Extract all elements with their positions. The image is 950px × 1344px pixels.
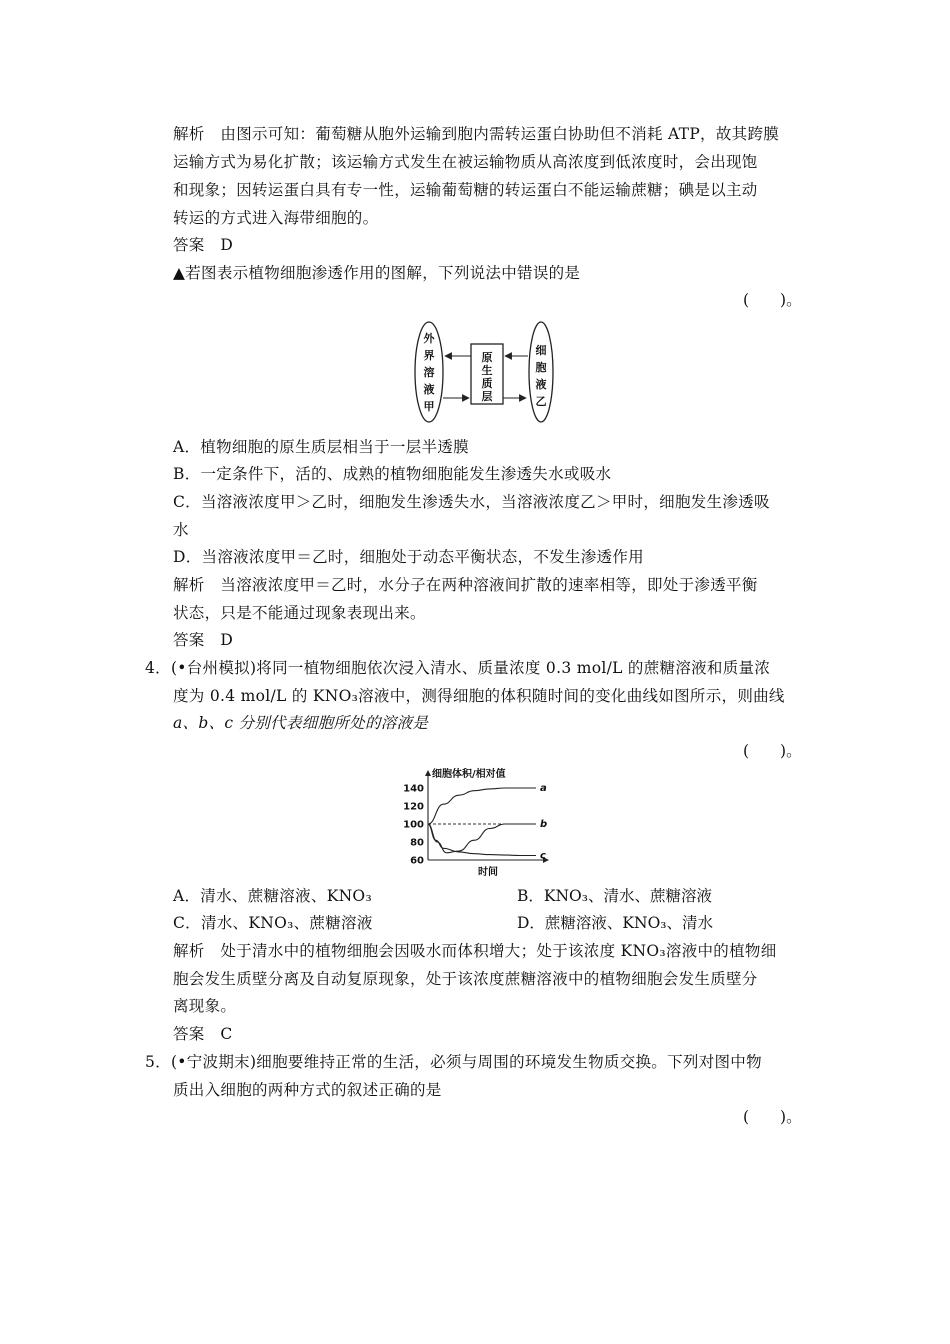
question3-answer: 答案 D (173, 631, 234, 649)
series-label-b: b (540, 819, 548, 830)
series-line-a (428, 788, 536, 824)
y-tick-label: 140 (403, 783, 424, 795)
analysis1-answer: 答案 D (173, 236, 234, 254)
middle-label-char: 原 (481, 351, 493, 364)
middle-label-char: 层 (481, 390, 493, 403)
question4-answer-bracket: ( )。 (743, 742, 802, 760)
analysis1-line-2: 运输方式为易化扩散；该运输方式发生在被运输物质从高浓度到低浓度时，会出现饱 (173, 153, 758, 171)
question4-analysis-line-2: 胞会发生质壁分离及自动复原现象，处于该浓度蔗糖溶液中的植物细胞会发生质壁分 (173, 970, 758, 988)
osmosis-diagram (412, 318, 556, 426)
question4-option-a: A．清水、蔗糖溶液、KNO₃ (173, 887, 372, 905)
question4-stem-line-1: 4．(•台州模拟)将同一植物细胞依次浸入清水、质量浓度 0.3 mol/L 的蔗糖溶液和质量浓 (145, 659, 771, 677)
question3-stem: ▲若图表示植物细胞渗透作用的图解，下列说法中错误的是 (173, 264, 581, 282)
y-axis-arrow (425, 770, 431, 776)
question5-answer-bracket: ( )。 (743, 1108, 802, 1126)
middle-label-char: 质 (481, 377, 493, 390)
analysis1-line-1: 解析 由图示可知：葡萄糖从胞外运输到胞内需转运蛋白协助但不消耗 ATP，故其跨膜 (173, 125, 780, 143)
right-label-char: 胞 (535, 361, 547, 374)
y-tick-label: 120 (403, 801, 424, 813)
left-label-char: 界 (423, 349, 435, 362)
left-label-char: 液 (423, 383, 435, 396)
left-label-char: 甲 (423, 400, 435, 413)
chart-series (428, 788, 536, 856)
question4-stem-line-3: a、b、c 分别代表细胞所处的溶液是 (173, 714, 429, 732)
question3-option-c-cont: 水 (173, 521, 189, 539)
question3-option-d: D．当溶液浓度甲＝乙时，细胞处于动态平衡状态，不发生渗透作用 (173, 548, 644, 566)
x-axis-label: 时间 (478, 867, 498, 878)
chart-labels (403, 767, 547, 878)
y-tick-label: 100 (403, 819, 424, 831)
question4-answer: 答案 C (173, 1025, 233, 1043)
cell-volume-chart (396, 767, 556, 882)
question4-analysis-line-1: 解析 处于清水中的植物细胞会因吸水而体积增大；处于该浓度 KNO₃溶液中的植物细 (173, 942, 777, 960)
question4-option-c: C．清水、KNO₃、蔗糖溶液 (173, 914, 373, 932)
left-label-char: 外 (423, 332, 435, 345)
question3-analysis-line-1: 解析 当溶液浓度甲＝乙时，水分子在两种溶液间扩散的速率相等，即处于渗透平衡 (173, 576, 758, 594)
question3-option-c: C．当溶液浓度甲＞乙时，细胞发生渗透失水，当溶液浓度乙＞甲时，细胞发生渗透吸 (173, 493, 770, 511)
middle-label-char: 生 (481, 364, 493, 377)
question4-analysis-line-3: 离现象。 (173, 997, 237, 1015)
series-label-c: c (540, 850, 546, 862)
chart-axes (425, 770, 549, 863)
left-label-char: 溶 (423, 366, 435, 379)
right-label-char: 细 (535, 344, 547, 357)
question3-option-a: A．植物细胞的原生质层相当于一层半透膜 (173, 438, 469, 456)
analysis1-line-4: 转运的方式进入海带细胞的。 (173, 209, 379, 227)
y-tick-label: 60 (410, 855, 424, 867)
question4-option-b: B．KNO₃、清水、蔗糖溶液 (517, 887, 712, 905)
analysis1-line-3: 和现象；因转运蛋白具有专一性，运输葡萄糖的转运蛋白不能运输蔗糖；碘是以主动 (173, 181, 758, 199)
question3-option-b: B．一定条件下，活的、成熟的植物细胞能发生渗透失水或吸水 (173, 465, 612, 483)
y-axis-label: 细胞体积/相对值 (432, 769, 506, 780)
question5-stem-line-2: 质出入细胞的两种方式的叙述正确的是 (173, 1081, 442, 1099)
question4-stem-line-2: 度为 0.4 mol/L 的 KNO₃溶液中，测得细胞的体积随时间的变化曲线如图所示，则曲线 (173, 687, 785, 705)
y-tick-label: 80 (410, 837, 424, 849)
right-label-char: 液 (535, 378, 547, 391)
question3-answer-bracket: ( )。 (743, 291, 802, 309)
right-label-char: 乙 (535, 395, 547, 408)
series-label-a: a (540, 783, 547, 794)
question3-analysis-line-2: 状态，只是不能通过现象表现出来。 (173, 604, 426, 622)
question4-option-d: D．蔗糖溶液、KNO₃、清水 (517, 914, 713, 932)
question5-stem-line-1: 5．(•宁波期末)细胞要维持正常的生活，必须与周围的环境发生物质交换。下列对图中物 (145, 1053, 762, 1071)
